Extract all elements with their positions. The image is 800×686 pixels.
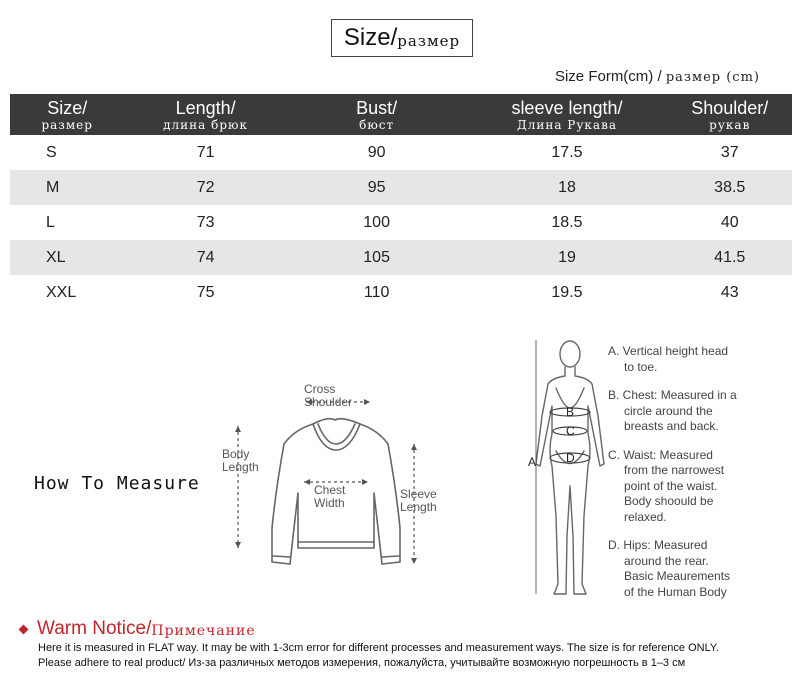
note-a-line-1: A. Vertical height head — [608, 344, 729, 358]
note-c-line-4: Body shoould be — [624, 494, 714, 508]
header-length-ru: длина брюк — [163, 118, 249, 132]
table-row — [10, 205, 792, 240]
cell-size: L — [46, 213, 55, 231]
warm-notice-title-en: Warm Notice/ — [37, 618, 152, 639]
note-a — [608, 344, 737, 375]
body-label-a: A — [528, 455, 537, 469]
chest-width-label-2: Width — [314, 496, 345, 510]
note-d-line-3: Basic Meaurements — [624, 569, 731, 583]
header-length — [124, 94, 286, 135]
chest-width-label-1: Chest — [314, 483, 346, 497]
arrow-icon — [411, 558, 417, 564]
sleeve-length-label-1: Sleeve — [400, 487, 437, 501]
body-label-d: D — [566, 451, 575, 465]
table-row — [10, 275, 792, 310]
cell-length: 71 — [196, 143, 215, 161]
size-table — [10, 94, 792, 310]
warm-notice — [20, 618, 719, 670]
body-length-label-2: Length — [222, 460, 259, 474]
cell-length: 74 — [124, 240, 286, 275]
warm-notice-title — [20, 618, 719, 640]
header-sleeve-ru: Длина Рукава — [516, 118, 617, 132]
cell-bust: 90 — [367, 143, 386, 161]
cell-length: 73 — [196, 213, 215, 231]
cell-bust: 100 — [363, 213, 390, 231]
note-c-line-1: C. Waist: Measured — [608, 447, 713, 462]
arrow-icon — [411, 444, 417, 450]
note-b-line-1: B. Chest: Measured in a — [608, 388, 737, 402]
sleeve-length-label-2: Length — [400, 500, 437, 514]
cell-bust: 105 — [287, 240, 467, 275]
page-title — [331, 19, 473, 57]
cross-shoulder-label-1: Cross — [304, 382, 336, 396]
cell-shoulder: 38.5 — [668, 170, 793, 205]
cell-size: S — [46, 143, 57, 161]
header-size-en: Size/ — [47, 98, 88, 118]
cell-size: XXL — [46, 283, 77, 301]
measure-notes — [608, 344, 737, 613]
arrow-icon — [235, 542, 241, 548]
table-header-row — [10, 94, 792, 135]
header-shoulder-en: Shoulder/ — [691, 98, 769, 118]
arrow-icon — [362, 479, 368, 485]
body-label-b: B — [566, 405, 575, 419]
note-a-line-2: to toe. — [624, 359, 658, 374]
body-outline — [536, 367, 604, 594]
cell-sleeve: 18.5 — [551, 213, 583, 231]
note-d-line-1: D. Hips: Measured — [608, 538, 708, 552]
title-main: Size/ — [343, 24, 398, 51]
header-shoulder-ru: рукав — [709, 118, 751, 132]
note-c-line-5: relaxed. — [624, 509, 667, 524]
header-bust — [287, 94, 467, 135]
cell-size: M — [10, 170, 124, 205]
note-c-line-3: point of the waist. — [624, 478, 718, 493]
header-shoulder — [668, 94, 793, 135]
arrow-icon — [364, 399, 370, 405]
cell-length: 72 — [124, 170, 286, 205]
table-row — [10, 135, 792, 170]
warm-notice-line-1: Here it is measured in FLAT way. It may be with 1-3cm error for different processes and measurement ways. The size is for reference ONLY. — [38, 642, 719, 654]
cell-sleeve: 18 — [466, 170, 667, 205]
cell-shoulder: 37 — [720, 143, 739, 161]
cell-sleeve: 19.5 — [551, 283, 583, 301]
warm-notice-title-ru: Примечание — [151, 623, 256, 639]
cell-shoulder: 41.5 — [668, 240, 793, 275]
cross-shoulder-label-2: Shoulder — [304, 395, 353, 409]
size-form-en: Size Form(cm) / — [554, 68, 666, 85]
note-d-line-2: around the rear. — [624, 553, 709, 568]
arrow-icon — [304, 479, 310, 485]
header-length-en: Length/ — [175, 98, 236, 118]
title-sub: размер — [397, 32, 461, 50]
table-row — [10, 170, 792, 205]
body-diagram — [520, 336, 608, 600]
header-size — [10, 94, 124, 135]
note-c — [608, 448, 737, 526]
note-b-line-3: breasts and back. — [624, 419, 719, 433]
cell-length: 75 — [196, 283, 215, 301]
note-b-line-2: circle around the — [624, 403, 713, 418]
note-d-line-4: of the Human Body — [624, 584, 727, 599]
cell-bust: 95 — [287, 170, 467, 205]
body-length-label-1: Body — [222, 447, 250, 461]
warm-notice-line-2: Please adhere to real product/ Из-за различных методов измерения, пожалуйста, учитывайте возможную погрешность в 1–3 см — [38, 657, 686, 669]
arrow-icon — [235, 426, 241, 432]
body-label-c: C — [566, 424, 575, 438]
header-sleeve-en: sleeve length/ — [511, 98, 623, 118]
sweater-diagram — [210, 378, 460, 578]
table-row — [10, 240, 792, 275]
note-c-line-2: from the narrowest — [624, 463, 725, 477]
cell-size: XL — [10, 240, 124, 275]
how-to-measure-label: How To Measure — [34, 473, 200, 494]
header-size-ru: размер — [41, 118, 93, 132]
diamond-icon — [19, 624, 29, 634]
header-bust-en: Bust/ — [356, 98, 398, 118]
cell-sleeve: 19 — [466, 240, 667, 275]
cell-sleeve: 17.5 — [551, 143, 583, 161]
cell-bust: 110 — [363, 283, 390, 301]
size-form-ru: размер (cm) — [665, 70, 760, 85]
header-sleeve — [466, 94, 667, 135]
note-b — [608, 388, 737, 435]
note-d — [608, 538, 737, 600]
cell-shoulder: 40 — [720, 213, 739, 231]
header-bust-ru: бюст — [359, 118, 395, 132]
size-form-caption — [555, 68, 760, 85]
body-head — [560, 341, 580, 367]
cell-shoulder: 43 — [720, 283, 739, 301]
